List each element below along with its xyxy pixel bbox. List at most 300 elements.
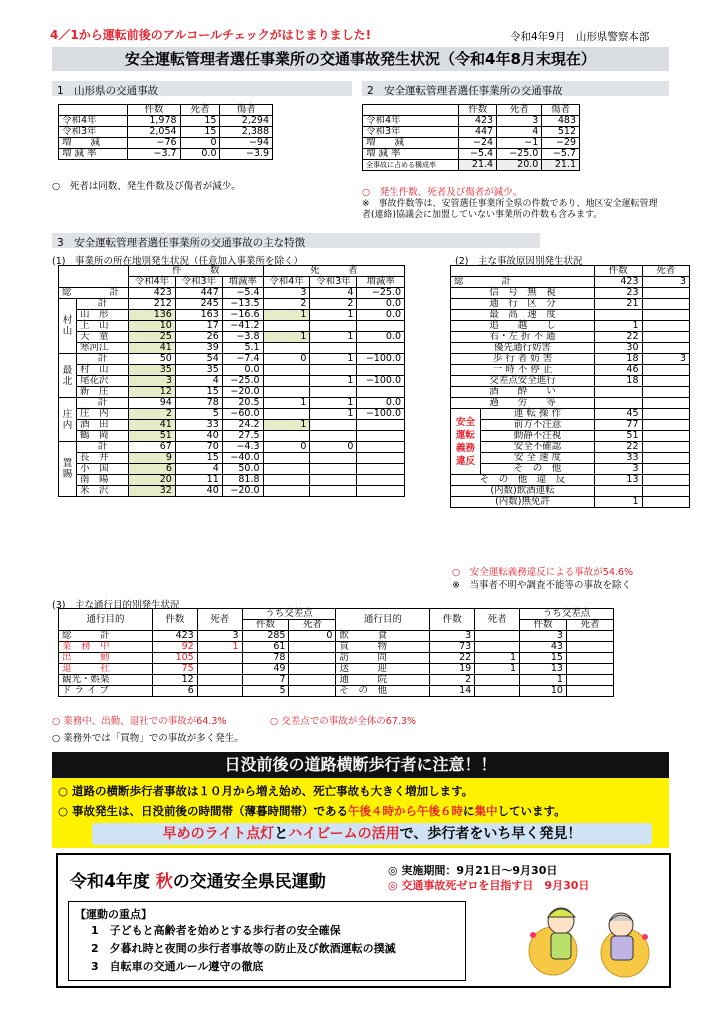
table-cell: 3 <box>197 631 242 642</box>
row-label: 令和3年 <box>59 127 128 138</box>
warning-line-1: ○ 道路の横断歩行者事故は１０月から増え始め、死亡事故も大きく増加します。 <box>58 784 474 798</box>
region-label: 村山 <box>59 299 77 354</box>
table-cell <box>642 343 689 354</box>
table-cell <box>263 387 310 398</box>
cta-red-2: ハイビームの活用 <box>288 826 400 842</box>
sec1-heading: 1 山形県の交通事故 <box>52 81 352 96</box>
table-cell: −25.0 <box>357 288 405 299</box>
row-label: 上 山 <box>77 321 129 332</box>
table-cell <box>475 675 520 686</box>
column-header: 件数 <box>152 609 197 631</box>
table-cell: 0 <box>310 442 357 453</box>
table-cell: −94 <box>220 138 273 149</box>
sec1-table <box>58 104 273 160</box>
table-cell <box>263 343 310 354</box>
table-cell: 61 <box>242 642 289 653</box>
table-cell: 22 <box>595 442 642 453</box>
table-cell: 22 <box>430 653 475 664</box>
column-header: うち交差点 <box>242 609 336 620</box>
row-label: 天 童 <box>77 332 129 343</box>
table-row <box>59 653 614 664</box>
table-cell: 1 <box>310 310 357 321</box>
table-row <box>451 420 690 431</box>
table-cell: 5 <box>242 686 289 697</box>
column-header: 件数 <box>520 620 567 631</box>
table-cell: 245 <box>175 299 222 310</box>
row-label: 出 勤 <box>59 653 153 664</box>
table-cell: 21.1 <box>542 160 580 171</box>
table-cell <box>197 664 242 675</box>
sec2-note-red: ○ 発生件数、死者及び傷者が減少。 <box>362 187 523 198</box>
table-cell <box>566 675 613 686</box>
column-header: 件数 <box>430 609 475 631</box>
table-row <box>451 431 690 442</box>
purpose-table <box>58 608 614 697</box>
table-cell: 0 <box>180 138 220 149</box>
table-row <box>451 398 690 409</box>
table-cell: −16.6 <box>222 310 263 321</box>
table-cell <box>357 453 405 464</box>
table-cell: 1 <box>520 675 567 686</box>
table-cell <box>357 321 405 332</box>
table-row <box>451 365 690 376</box>
row-label: (内数)無免許 <box>451 497 595 508</box>
row-label: 一 時 不 停 止 <box>451 365 595 376</box>
table-cell <box>595 387 642 398</box>
table-cell <box>357 486 405 497</box>
table-cell <box>197 675 242 686</box>
cta-end: で、歩行者をいち早く発見！ <box>399 826 582 842</box>
row-label: 訪 問 <box>336 653 430 664</box>
sub2-note-red: ○ 安全運転義務違反による事故が54.6% <box>452 567 633 578</box>
row-label: 鶴 岡 <box>77 431 129 442</box>
table-cell <box>357 387 405 398</box>
table-row <box>451 354 690 365</box>
table-cell <box>642 376 689 387</box>
table-cell <box>310 387 357 398</box>
column-header: 傷者 <box>220 105 273 116</box>
table-cell: 3 <box>642 277 689 288</box>
table-cell: 70 <box>175 442 222 453</box>
table-cell: 41 <box>128 420 175 431</box>
table-cell: 10 <box>128 321 175 332</box>
table-cell: 2,054 <box>128 127 180 138</box>
table-cell: 3 <box>263 288 310 299</box>
table-row <box>451 299 690 310</box>
table-cell: 0 <box>263 442 310 453</box>
table-cell: 1 <box>310 409 357 420</box>
table-row <box>59 321 405 332</box>
row-label: 南 陽 <box>77 475 129 486</box>
table-cell: 49 <box>242 664 289 675</box>
table-cell <box>566 631 613 642</box>
table-cell <box>475 642 520 653</box>
table-row <box>59 138 273 149</box>
table-cell: 5 <box>175 409 222 420</box>
table-cell: 4 <box>497 127 542 138</box>
table-cell: 78 <box>175 398 222 409</box>
campaign-title-a: 令和4年度 <box>70 872 150 892</box>
table-cell: 1 <box>595 321 642 332</box>
warning-yellow-box <box>52 778 669 848</box>
table-row <box>59 475 405 486</box>
table-cell <box>642 420 689 431</box>
table-cell: −5.4 <box>459 149 497 160</box>
table-row <box>59 116 273 127</box>
table-cell <box>357 431 405 442</box>
table-cell: 12 <box>152 675 197 686</box>
table-cell <box>310 453 357 464</box>
table-cell: 447 <box>459 127 497 138</box>
row-label: 通 院 <box>336 675 430 686</box>
table-row <box>59 431 405 442</box>
table-cell: 0 <box>263 354 310 365</box>
table-row <box>59 127 273 138</box>
table-cell <box>566 686 613 697</box>
table-cell <box>289 653 336 664</box>
sec2-table <box>362 104 580 171</box>
table-cell: 15 <box>180 127 220 138</box>
column-header: 通行目的 <box>336 609 430 631</box>
sec2-note-x: ※ 事故件数等は、安管選任事業所全県の件数であり、地区安全運転管理者(連絡)協議会に加盟していない事業所の件数も含みます。 <box>362 199 658 220</box>
table-row <box>59 299 405 310</box>
table-cell: 25 <box>128 332 175 343</box>
group-header-deaths: 死 者 <box>263 266 404 277</box>
table-cell <box>357 464 405 475</box>
table-cell: 1,978 <box>128 116 180 127</box>
table-cell: 11 <box>175 475 222 486</box>
table-cell <box>642 398 689 409</box>
table-cell <box>357 442 405 453</box>
column-header: 件数 <box>595 266 642 277</box>
group-label: 安全運転義務違反 <box>451 409 481 475</box>
table-cell: 6 <box>152 686 197 697</box>
row-label: (内数)飲酒運転 <box>451 486 595 497</box>
table-cell: 50.0 <box>222 464 263 475</box>
header-row <box>59 266 405 277</box>
table-row <box>59 376 405 387</box>
table-cell: −20.0 <box>222 486 263 497</box>
table-cell: 423 <box>595 277 642 288</box>
row-label: 令和4年 <box>59 116 128 127</box>
row-label: 増 減 <box>59 138 128 149</box>
row-label: 過 労 等 <box>451 398 595 409</box>
table-cell: 512 <box>542 127 580 138</box>
table-cell <box>197 686 242 697</box>
table-cell: 1 <box>475 664 520 675</box>
row-label: 最 高 速 度 <box>451 310 595 321</box>
light-cta <box>92 823 652 845</box>
table-cell <box>310 420 357 431</box>
table-row <box>59 398 405 409</box>
table-cell: −100.0 <box>357 376 405 387</box>
table-cell: 41 <box>128 343 175 354</box>
table-row <box>363 138 580 149</box>
table-cell: 15 <box>180 116 220 127</box>
table-cell <box>642 497 689 508</box>
row-label: 右・左 折 不 通 <box>451 332 595 343</box>
row-label: 計 <box>77 354 129 365</box>
table-cell: 75 <box>152 664 197 675</box>
table-cell: 23 <box>595 288 642 299</box>
table-cell: 3 <box>595 464 642 475</box>
column-header: 通行目的 <box>59 609 153 631</box>
sub3-note-red-b: ○ 交差点での事故が全体の67.3% <box>270 716 416 727</box>
table-row <box>363 149 580 160</box>
table-cell: −5.4 <box>222 288 263 299</box>
row-label: そ の 他 <box>336 686 430 697</box>
table-row <box>363 160 580 171</box>
table-cell: 5.1 <box>222 343 263 354</box>
table-cell <box>263 321 310 332</box>
table-cell <box>357 475 405 486</box>
table-cell <box>642 409 689 420</box>
table-cell <box>642 321 689 332</box>
campaign-zero-day: ◎ 交通事故死ゼロを目指す日 9月30日 <box>388 879 590 892</box>
row-label: 追 越 し <box>451 321 595 332</box>
table-cell: 21 <box>595 299 642 310</box>
row-label: 動静不注視 <box>481 431 595 442</box>
row-label: 観光・娯楽 <box>59 675 153 686</box>
table-cell <box>357 365 405 376</box>
row-label: 計 <box>77 299 129 310</box>
table-cell <box>566 653 613 664</box>
table-cell <box>59 105 128 116</box>
table-row <box>451 464 690 475</box>
row-label: 前方不注意 <box>481 420 595 431</box>
table-cell: 33 <box>175 420 222 431</box>
table-cell: −3.7 <box>128 149 180 160</box>
line2-red2: 集中 <box>474 804 498 818</box>
table-cell <box>642 299 689 310</box>
row-label: 業 務 中 <box>59 642 153 653</box>
table-cell: 40 <box>175 486 222 497</box>
row-label: 総 計 <box>59 631 153 642</box>
point-3: 3 自転車の交通ルール遵守の徹底 <box>91 960 264 973</box>
table-cell: 3 <box>497 116 542 127</box>
table-cell: −4.3 <box>222 442 263 453</box>
table-row <box>451 409 690 420</box>
table-cell: 1 <box>263 332 310 343</box>
cause-table <box>450 265 690 508</box>
table-cell: 10 <box>520 686 567 697</box>
table-cell: 3 <box>642 354 689 365</box>
table-cell: 163 <box>175 310 222 321</box>
total-row <box>59 288 405 299</box>
sub1-title: (1) 事業所の所在地別発生状況（任意加入事業所を除く） <box>52 256 303 267</box>
table-cell <box>197 653 242 664</box>
table-cell: 73 <box>430 642 475 653</box>
table-row <box>59 664 614 675</box>
table-row <box>451 486 690 497</box>
table-cell: 423 <box>152 631 197 642</box>
table-cell: 20.5 <box>222 398 263 409</box>
table-cell <box>642 332 689 343</box>
row-label: 信 号 無 視 <box>451 288 595 299</box>
table-cell: 33 <box>595 453 642 464</box>
table-cell <box>289 642 336 653</box>
table-cell: 43 <box>520 642 567 653</box>
line2-a: ○ 事故発生は、日没前後の時間帯（薄暮時間帯）である <box>58 804 349 818</box>
total-row <box>451 277 690 288</box>
column-header: 件数 <box>128 105 180 116</box>
table-cell: 54 <box>175 354 222 365</box>
region-label: 最北 <box>59 354 77 398</box>
table-cell: 67 <box>128 442 175 453</box>
line2-c: しています。 <box>497 804 566 818</box>
header-row <box>363 105 580 116</box>
region-label: 庄内 <box>59 398 77 442</box>
table-cell <box>642 431 689 442</box>
table-row <box>59 310 405 321</box>
row-label: そ の 他 <box>481 464 595 475</box>
row-label: 増 減 率 <box>363 149 459 160</box>
table-cell: 0.0 <box>357 299 405 310</box>
campaign-title-b: の交通安全県民運動 <box>172 872 326 892</box>
table-row <box>451 332 690 343</box>
row-label: 運 転 操 作 <box>481 409 595 420</box>
table-cell: 423 <box>459 116 497 127</box>
table-cell <box>289 686 336 697</box>
region-label: 置賜 <box>59 442 77 497</box>
table-cell: −3.9 <box>220 149 273 160</box>
row-label: 令和4年 <box>363 116 459 127</box>
table-cell: 1 <box>310 398 357 409</box>
table-cell: 483 <box>542 116 580 127</box>
table-cell: 447 <box>175 288 222 299</box>
table-row <box>451 453 690 464</box>
column-header: 死者 <box>197 609 242 631</box>
pedestrian-warning-banner: 日没前後の道路横断歩行者に注意！！ <box>52 752 669 778</box>
table-cell <box>363 105 459 116</box>
sub3-title: (3) 主な通行目的別発生状況 <box>52 600 180 611</box>
table-row <box>451 387 690 398</box>
table-cell <box>642 387 689 398</box>
column-header: 増減率 <box>357 277 405 288</box>
table-cell: 2 <box>263 299 310 310</box>
table-cell: 30 <box>595 343 642 354</box>
table-row <box>59 442 405 453</box>
table-cell: −13.5 <box>222 299 263 310</box>
table-cell: 1 <box>310 354 357 365</box>
table-cell: 40 <box>175 431 222 442</box>
column-header: 死者 <box>497 105 542 116</box>
table-cell: 35 <box>175 365 222 376</box>
table-cell <box>642 442 689 453</box>
table-cell <box>263 464 310 475</box>
row-label: 計 <box>77 398 129 409</box>
table-row <box>59 149 273 160</box>
table-cell: 92 <box>152 642 197 653</box>
table-cell: 94 <box>128 398 175 409</box>
row-label: 小 国 <box>77 464 129 475</box>
row-label: 寒河江 <box>77 343 129 354</box>
table-cell <box>595 398 642 409</box>
table-cell <box>595 310 642 321</box>
table-row <box>363 116 580 127</box>
row-label: 米 沢 <box>77 486 129 497</box>
table-cell: 32 <box>128 486 175 497</box>
table-row <box>451 442 690 453</box>
table-cell: −25.0 <box>222 376 263 387</box>
table-cell: 15 <box>175 453 222 464</box>
table-cell: 20.0 <box>497 160 542 171</box>
table-cell: 3 <box>520 631 567 642</box>
table-cell: −3.8 <box>222 332 263 343</box>
table-cell: 19 <box>430 664 475 675</box>
table-cell: −100.0 <box>357 409 405 420</box>
table-cell: 51 <box>595 431 642 442</box>
row-label: 買 物 <box>336 642 430 653</box>
header-row <box>59 105 273 116</box>
table-cell: 20 <box>128 475 175 486</box>
table-cell: −41.2 <box>222 321 263 332</box>
table-cell <box>357 420 405 431</box>
row-label: 全事故に占める構成率 <box>363 160 459 171</box>
column-header: 死者 <box>289 620 336 631</box>
table-row <box>59 631 614 642</box>
table-cell <box>642 365 689 376</box>
table-row <box>59 675 614 686</box>
table-cell: 423 <box>128 288 175 299</box>
table-cell <box>310 321 357 332</box>
table-cell <box>475 686 520 697</box>
pedestrian-illustration-icon <box>513 891 663 986</box>
header-row <box>59 609 614 620</box>
table-cell <box>357 343 405 354</box>
sub3-note: ○ 業務外では「買物」での事故が多く発生。 <box>52 733 244 744</box>
point-1: 1 子どもと高齢者を始めとする歩行者の安全確保 <box>91 924 341 937</box>
table-cell: 1 <box>263 310 310 321</box>
table-cell: 18 <box>595 354 642 365</box>
sec2-heading: 2 安全運転管理者選任事業所の交通事故 <box>362 81 669 96</box>
row-label: 通 行 区 分 <box>451 299 595 310</box>
table-cell <box>310 343 357 354</box>
table-cell: −60.0 <box>222 409 263 420</box>
table-cell: 50 <box>128 354 175 365</box>
table-cell <box>566 642 613 653</box>
table-cell: 46 <box>595 365 642 376</box>
table-cell: 105 <box>152 653 197 664</box>
table-cell: 9 <box>128 453 175 464</box>
table-cell: 285 <box>242 631 289 642</box>
table-cell: −40.0 <box>222 453 263 464</box>
table-row <box>59 365 405 376</box>
column-header: 増減率 <box>222 277 263 288</box>
table-cell: 18 <box>595 376 642 387</box>
column-header: 死者 <box>180 105 220 116</box>
table-cell: −100.0 <box>357 354 405 365</box>
column-header: 死者 <box>475 609 520 631</box>
table-cell: 4 <box>175 376 222 387</box>
campaign-title <box>70 867 326 892</box>
row-label: 安 全 速 度 <box>481 453 595 464</box>
table-cell: 1 <box>475 653 520 664</box>
table-cell: 13 <box>595 475 642 486</box>
total-label: 総 計 <box>451 277 595 288</box>
table-row <box>59 332 405 343</box>
row-label: 退 社 <box>59 664 153 675</box>
table-cell <box>642 310 689 321</box>
total-label: 総 計 <box>59 288 129 299</box>
campaign-box <box>56 853 671 988</box>
table-cell: 24.2 <box>222 420 263 431</box>
table-row <box>451 497 690 508</box>
table-cell: 1 <box>263 398 310 409</box>
row-label: 山 形 <box>77 310 129 321</box>
table-row <box>59 409 405 420</box>
table-cell: 45 <box>595 409 642 420</box>
